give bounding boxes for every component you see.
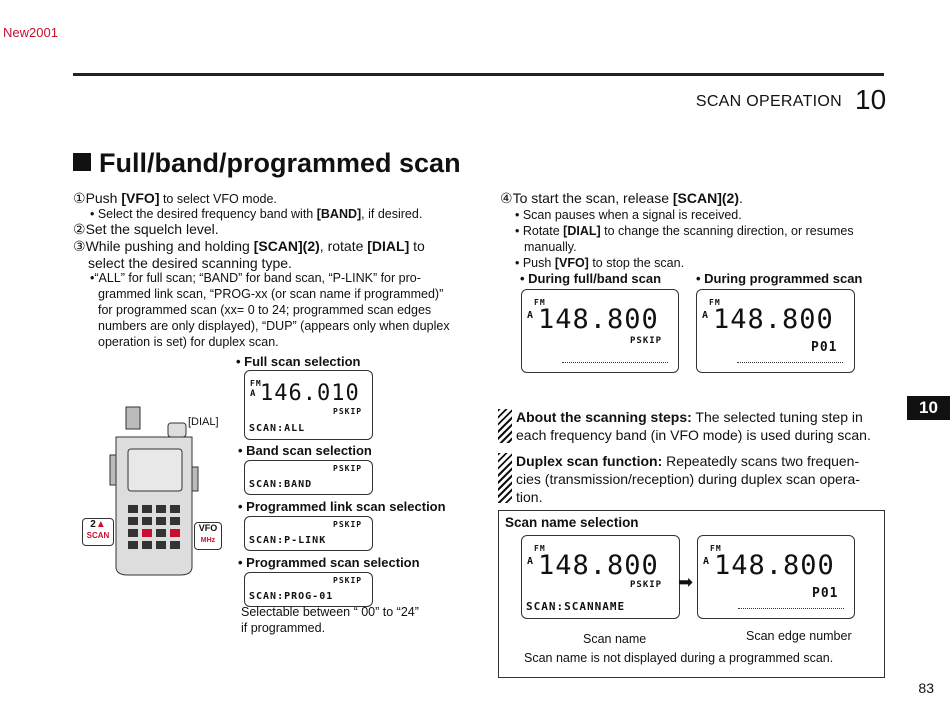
lcd-scan-edge <box>697 535 855 619</box>
box-title: Scan name selection <box>505 515 639 530</box>
section-title: SCAN OPERATION <box>695 93 842 110</box>
scan-edge-label: Scan edge number <box>746 629 852 643</box>
antenna <box>126 407 140 429</box>
sub-text: to change the scanning direction, or resumes <box>600 224 854 238</box>
step-text: While pushing and holding <box>85 238 254 254</box>
pskip-indicator: PSKIP <box>630 336 663 346</box>
note-title: About the scanning steps: <box>516 409 692 425</box>
box-note: Scan name is not displayed during a programmed scan. <box>524 651 834 665</box>
key-name: [SCAN](2) <box>253 238 320 254</box>
lcd-band-scan <box>244 460 373 495</box>
step-text: Push <box>85 190 122 206</box>
sub-text: • Rotate <box>515 224 564 238</box>
caption-full-scan: • Full scan selection <box>236 354 361 369</box>
step-1 <box>73 190 277 207</box>
arrow-right-icon: ➡ <box>678 572 694 592</box>
caption-band-scan: • Band scan selection <box>238 443 372 458</box>
vfo-key-callout <box>194 522 222 550</box>
note-text: Repeatedly scans two frequen- <box>662 453 860 469</box>
watermark: New2001 <box>3 25 58 40</box>
side-tab: 10 <box>907 396 950 420</box>
up-arrow-icon: ▲ <box>95 519 106 530</box>
key-sub-label: MHz <box>200 537 216 544</box>
caption-prog-scan: • Programmed scan selection <box>238 555 420 570</box>
step-4-sub-2 <box>515 223 854 239</box>
lcd-scan-name <box>521 535 680 619</box>
mode-indicator: FM <box>534 298 546 307</box>
heading-text: Full/band/programmed scan <box>99 148 461 178</box>
key-name: [DIAL] <box>563 224 601 238</box>
pskip-indicator: PSKIP <box>333 520 363 529</box>
sub-line: grammed link scan, “PROG-xx (or scan name if programmed)” <box>98 287 444 301</box>
chapter-number: 10 <box>855 84 887 115</box>
note-text: The selected tuning step in <box>691 409 863 425</box>
step-number: ② <box>73 221 86 237</box>
key-name: [VFO] <box>121 190 160 206</box>
signal-meter <box>562 362 668 363</box>
note-scanning-steps <box>516 408 884 444</box>
frequency-display: 148.800 <box>714 550 835 581</box>
mode-indicator: FM <box>250 379 262 388</box>
key-name: [VFO] <box>554 256 589 270</box>
step-3 <box>73 238 459 255</box>
key-name: [SCAN](2) <box>672 190 739 206</box>
radio-illustration <box>80 405 230 580</box>
lcd-during-full-band <box>521 289 679 373</box>
side-key <box>110 455 116 485</box>
sub-line: for programmed scan (xx= 0 to 24; programmed scan edges <box>98 303 432 317</box>
sub-text: • Push <box>515 256 555 270</box>
sub-line: operation is set) for duplex scan. <box>98 335 279 349</box>
note-text: cies (transmission/reception) during duplex scan opera- <box>516 471 860 487</box>
vfo-indicator: A <box>527 556 535 567</box>
key-name: [BAND] <box>316 207 362 221</box>
note-duplex-scan <box>516 452 884 506</box>
step-4-sub-1: • Scan pauses when a signal is received. <box>515 208 742 222</box>
caption-link-scan: • Programmed link scan selection <box>238 499 446 514</box>
mode-indicator: FM <box>709 298 721 307</box>
step-3-sub <box>90 270 460 350</box>
vfo-key-highlight <box>170 529 180 537</box>
signal-meter <box>738 608 844 609</box>
scan-type-text: SCAN:BAND <box>249 479 313 490</box>
note-icon <box>498 453 512 503</box>
step-4-sub-3 <box>515 255 684 271</box>
caption-during-programmed: • During programmed scan <box>696 271 863 286</box>
selectable-note-2: if programmed. <box>241 621 326 635</box>
pskip-indicator: PSKIP <box>333 407 363 416</box>
scan-type-text: SCAN:P-LINK <box>249 535 327 546</box>
lcd-full-scan <box>244 370 373 440</box>
vfo-indicator: A <box>527 310 535 321</box>
pskip-indicator: PSKIP <box>630 580 663 590</box>
frequency-display: 148.800 <box>713 304 834 335</box>
page-number: 83 <box>918 680 934 696</box>
pskip-indicator: PSKIP <box>333 464 363 473</box>
step-text: To start the scan, release <box>512 190 673 206</box>
scan-name-text: SCAN:SCANNAME <box>526 600 626 613</box>
step-text: Set the squelch level. <box>85 221 219 237</box>
step-text: , rotate <box>319 238 368 254</box>
step-1-sub <box>90 206 422 222</box>
frequency-display: 146.010 <box>260 381 360 406</box>
scan-type-text: SCAN:ALL <box>249 423 306 434</box>
note-icon <box>498 409 512 443</box>
sub-line: numbers are only displayed), “DUP” (appears only when duplex <box>98 319 450 333</box>
note-title: Duplex scan function: <box>516 453 663 469</box>
step-number: ④ <box>500 190 513 206</box>
scan-edge-indicator: P01 <box>812 586 839 601</box>
step-3-line-2: select the desired scanning type. <box>88 255 292 271</box>
note-text: each frequency band (in VFO mode) is used during scan. <box>516 427 871 443</box>
step-4 <box>500 190 743 207</box>
vfo-indicator: A <box>702 310 710 321</box>
sub-text: • Select the desired frequency band with <box>90 207 317 221</box>
signal-meter <box>737 362 843 363</box>
page-heading <box>73 148 461 179</box>
side-key <box>192 467 198 491</box>
key-name: [DIAL] <box>367 238 410 254</box>
scan-type-text: SCAN:PROG-01 <box>249 591 334 602</box>
dial-knob <box>168 423 186 437</box>
key-2-highlight <box>142 529 152 537</box>
note-text: tion. <box>516 489 543 505</box>
radio-display <box>128 449 182 491</box>
mode-indicator: FM <box>534 544 546 553</box>
scan-key-callout <box>82 518 114 546</box>
step-2 <box>73 221 219 238</box>
step-text: . <box>738 190 743 206</box>
key-label: SCAN <box>86 531 110 540</box>
step-text: to select VFO mode. <box>159 192 277 206</box>
frequency-display: 148.800 <box>538 304 659 335</box>
frequency-display: 148.800 <box>538 550 659 581</box>
lcd-link-scan <box>244 516 373 551</box>
caption-during-full-band: • During full/band scan <box>520 271 662 286</box>
sub-text: to stop the scan. <box>588 256 685 270</box>
step-number: ③ <box>73 238 86 254</box>
vfo-indicator: A <box>703 556 711 567</box>
step-text: to <box>409 238 425 254</box>
mode-indicator: FM <box>710 544 722 553</box>
key-label: VFO <box>198 523 218 533</box>
dial-label: [DIAL] <box>188 416 219 428</box>
selectable-note: Selectable between “ 00” to “24” <box>241 605 419 619</box>
lcd-prog-scan <box>244 572 373 607</box>
sub-text: , if desired. <box>361 207 423 221</box>
lcd-during-programmed <box>696 289 855 373</box>
key-number: 2 <box>90 519 96 530</box>
pskip-indicator: PSKIP <box>333 576 363 585</box>
scan-edge-indicator: P01 <box>811 340 838 355</box>
square-bullet-icon <box>73 153 91 171</box>
sub-line: •“ALL” for full scan; “BAND” for band scan, “P-LINK” for pro- <box>90 271 421 285</box>
vfo-indicator: A <box>250 389 257 399</box>
header-rule <box>73 73 884 76</box>
step-number: ① <box>73 190 86 206</box>
step-4-sub-2-line-2: manually. <box>524 240 577 254</box>
scan-name-label: Scan name <box>583 632 647 646</box>
